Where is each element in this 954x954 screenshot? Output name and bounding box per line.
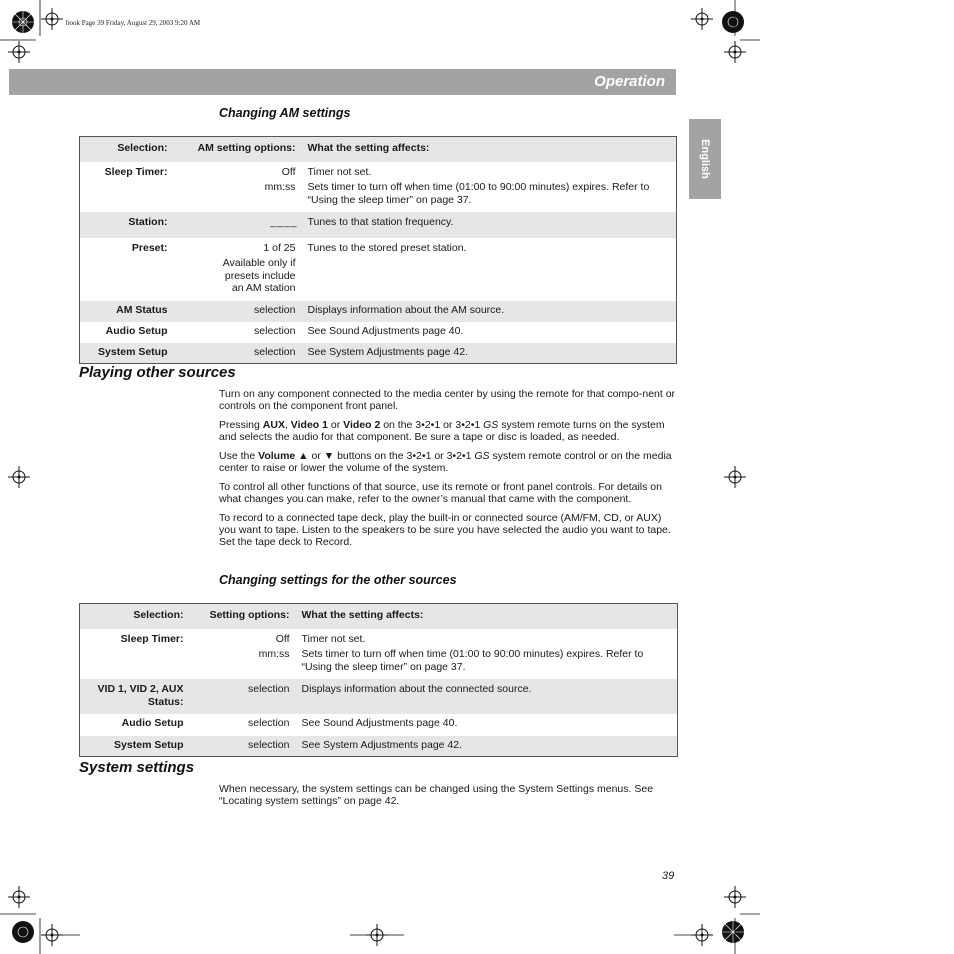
section-bar — [9, 69, 676, 95]
paragraph: When necessary, the system settings can be changed using the System Settings menus. See “Locating system settings” on page 42. — [219, 783, 654, 808]
text-run: Video 2 — [343, 418, 381, 431]
options-cell: selection — [248, 738, 290, 751]
column-header: What the setting affects: — [307, 142, 430, 154]
selection-cell: VID 1, VID 2, AUX Status: — [97, 683, 184, 708]
affects-cell: Tunes to that station frequency. — [307, 216, 454, 228]
page-number: 39 — [662, 870, 675, 882]
text-run: GS — [483, 418, 499, 431]
affects-cell: Displays information about the connected source. — [301, 683, 532, 695]
other-settings-table — [79, 603, 678, 757]
selection-cell: Preset: — [131, 241, 168, 254]
options-cell — [190, 629, 296, 680]
volume-arrows: ▲ or ▼ — [295, 449, 338, 462]
text-run: Pressing — [219, 418, 263, 431]
file-info: book Page 39 Friday, August 29, 2003 9:20 AM — [66, 19, 201, 27]
paragraph: Turn on any component connected to the media center by using the remote for that compo-nent or controls on the component front panel. — [219, 388, 676, 413]
table-row — [80, 679, 678, 714]
affects-cell: Tunes to the stored preset station. — [307, 241, 467, 254]
option-value: mm:ss — [258, 648, 290, 660]
table-row — [80, 238, 677, 301]
table-row — [80, 322, 677, 343]
text-run: buttons on the 3•2•1 or 3•2•1 — [337, 449, 475, 462]
options-cell: selection — [248, 717, 290, 729]
paragraph — [219, 450, 677, 474]
column-header: AM setting options: — [197, 142, 296, 154]
selection-cell: Sleep Timer: — [104, 165, 168, 178]
text-run: AUX — [262, 418, 285, 431]
selection-cell: System Setup — [114, 738, 184, 751]
affects-cell — [296, 629, 678, 680]
affects-cell: Displays information about the AM source. — [307, 303, 505, 316]
text-run: or — [327, 418, 344, 431]
column-header: Selection: — [133, 609, 184, 621]
table-header-row — [80, 137, 677, 162]
paragraph: To control all other functions of that source, use its remote or front panel controls. For details on what changes you can make, refer to the owner’s manual that came with the component. — [219, 480, 662, 505]
options-cell: _ _ _ _ — [270, 216, 296, 228]
affects-text: Sets timer to turn off when time (01:00 to 90:00 minutes) expires. Refer to “Using the sleep timer” on page 37. — [307, 181, 650, 206]
column-header: Selection: — [117, 142, 168, 154]
option-value: 1 of 25 — [263, 241, 296, 254]
selection-cell: Station: — [128, 216, 168, 228]
text-run: GS — [474, 449, 490, 462]
affects-text: Sets timer to turn off when time (01:00 to 90:00 minutes) expires. Refer to “Using the sleep timer” on page 37. — [301, 648, 644, 673]
table-row — [80, 212, 677, 238]
text-run: Volume — [258, 449, 296, 462]
table-row — [80, 714, 678, 736]
table-row — [80, 343, 677, 364]
affects-cell: See System Adjustments page 42. — [307, 345, 469, 358]
table-row — [80, 629, 678, 680]
selection-cell: System Setup — [98, 345, 168, 358]
option-value: Off — [275, 632, 290, 645]
affects-text: Timer not set. — [301, 632, 366, 645]
options-cell: selection — [248, 683, 290, 695]
option-value: mm:ss — [264, 181, 296, 193]
language-tab — [689, 119, 721, 199]
selection-cell: AM Status — [116, 303, 168, 316]
body-text — [219, 388, 677, 555]
affects-cell: See System Adjustments page 42. — [301, 738, 463, 751]
affects-text: Timer not set. — [307, 165, 372, 178]
option-value: Off — [281, 165, 296, 178]
table-row — [80, 162, 677, 213]
text-run: on the 3•2•1 or 3•2•1 — [380, 418, 484, 431]
options-cell — [174, 162, 302, 213]
text-run: system remote turns on the system and selects the audio for that component. Be sure a tape or disc is loaded, as needed. — [219, 418, 665, 444]
section-title: System settings — [79, 759, 195, 776]
paragraph: To record to a connected tape deck, play the built-in or connected source (AM/FM, CD, or AUX) you want to tape. Listen to the speakers to be sure you have selected the audio you want to tape. Set the tape deck to Record. — [219, 511, 671, 549]
column-header: Setting options: — [209, 609, 290, 621]
options-cell: selection — [254, 325, 296, 337]
options-cell: selection — [254, 345, 296, 358]
am-settings-table — [79, 136, 677, 364]
table-row — [80, 301, 677, 323]
text-run: Use the — [219, 449, 259, 462]
affects-cell: See Sound Adjustments page 40. — [307, 325, 464, 337]
selection-cell: Audio Setup — [121, 717, 184, 729]
section-bar-title: Operation — [594, 73, 665, 90]
body-text — [219, 783, 677, 814]
table-row — [80, 736, 678, 757]
section-title: Playing other sources — [79, 364, 236, 381]
paragraph — [219, 419, 677, 443]
column-header: What the setting affects: — [301, 609, 424, 621]
am-table-heading: Changing AM settings — [219, 106, 351, 120]
text-run: Video 1 — [290, 418, 328, 431]
affects-cell: See Sound Adjustments page 40. — [301, 717, 458, 729]
selection-cell: Sleep Timer: — [120, 632, 184, 645]
options-cell — [174, 238, 302, 301]
selection-cell: Audio Setup — [105, 325, 168, 337]
language-tab-label: English — [699, 139, 711, 179]
text-run: , — [284, 418, 291, 431]
other-table-heading: Changing settings for the other sources — [219, 573, 457, 587]
table-header-row — [80, 604, 678, 629]
affects-cell — [302, 162, 677, 213]
option-value: Available only if presets include an AM station — [222, 257, 296, 294]
text-run: system remote control or on the media center to raise or lower the volume of the system. — [219, 449, 672, 475]
options-cell: selection — [254, 303, 296, 316]
